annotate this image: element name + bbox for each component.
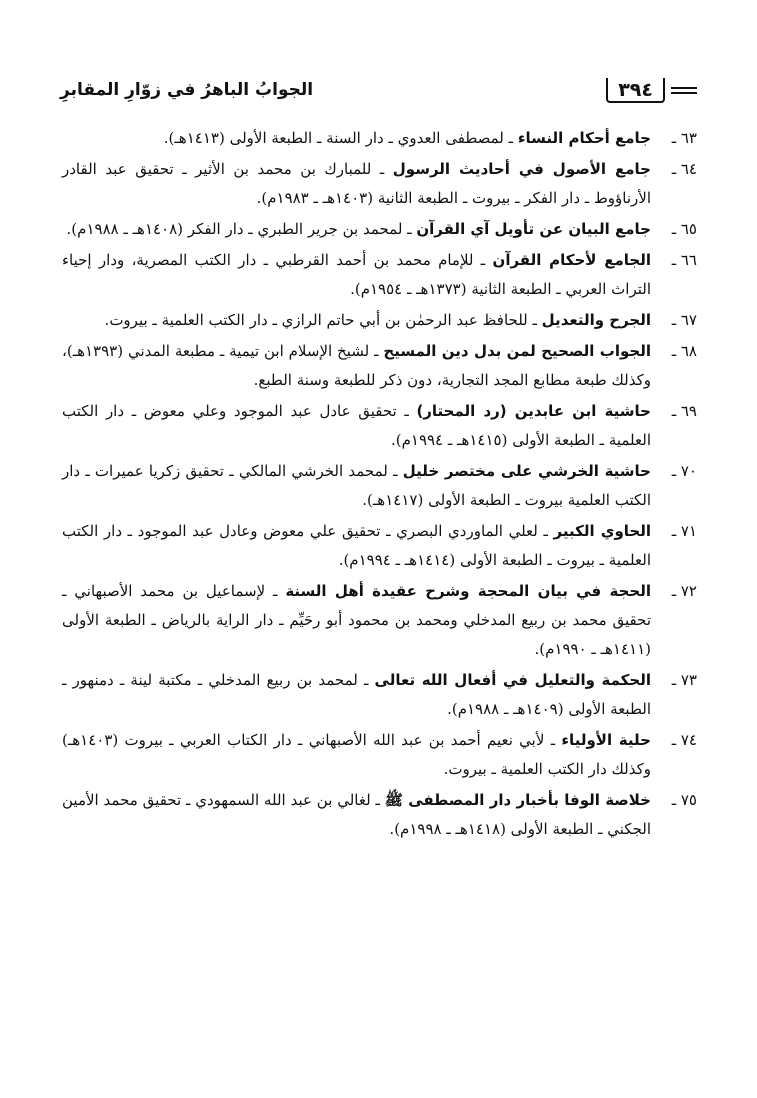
entry-title: الجرح والتعديل [541, 311, 651, 329]
entry-text [62, 306, 651, 335]
entry-details: ـ للإمام محمد بن أحمد القرطبي ـ دار الكتب المصرية، ودار إحياء التراث العربي ـ الطبعة الثانية (١٣٧٣هـ ـ ١٩٥٤م). [62, 251, 651, 298]
entry-details: ـ تحقيق عادل عبد الموجود وعلي معوض ـ دار الكتب العلمية ـ الطبعة الأولى (١٤١٥هـ ـ ١٩٩٤م). [62, 402, 651, 449]
entry-text [62, 337, 651, 395]
entry-details: ـ لشيخ الإسلام ابن تيمية ـ مطبعة المدني (١٣٩٣هـ)، وكذلك طبعة مطابع المجد التجارية، دون ذكر للطبعة وسنة الطبع. [62, 342, 651, 389]
entry-title: الحكمة والتعليل في أفعال الله تعالى [374, 671, 651, 689]
entry-details: ـ لغالي بن عبد الله السمهودي ـ تحقيق محمد الأمين الجكني ـ الطبعة الأولى (١٤١٨هـ ـ ١٩٩٨م). [62, 791, 651, 838]
entry-number: ٦٤ ـ [671, 160, 697, 178]
bibliography-entry [62, 155, 697, 213]
bibliography-list [62, 124, 697, 846]
entry-title: الحجة في بيان المحجة وشرح عقيدة أهل السنة [285, 582, 652, 600]
bibliography-entry [62, 246, 697, 304]
bibliography-entry [62, 786, 697, 844]
entry-text [62, 517, 651, 575]
entry-text [62, 124, 651, 153]
bibliography-entry [62, 215, 697, 244]
page-header [60, 70, 697, 110]
bibliography-entry [62, 517, 697, 575]
entry-text [62, 457, 651, 515]
entry-text [62, 155, 651, 213]
entry-number: ٧٢ ـ [671, 582, 697, 600]
entry-text [62, 397, 651, 455]
entry-details: ـ لإسماعيل بن محمد الأصبهاني ـ تحقيق محمد بن ربيع المدخلي ومحمد بن محمود أبو رحَيِّم ـ دار الراية بالرياض ـ الطبعة الأولى (١٤١١هـ ـ ١٩٩٠م). [62, 582, 651, 658]
entry-number: ٦٥ ـ [671, 220, 697, 238]
page-number: ٣٩٤ [606, 78, 665, 103]
entry-details: ـ لعلي الماوردي البصري ـ تحقيق علي معوض وعادل عبد الموجود ـ دار الكتب العلمية ـ بيروت ـ الطبعة الأولى (١٤١٤هـ ـ ١٩٩٤م). [62, 522, 651, 569]
entry-title: حاشية الخرشي على مختصر خليل [402, 462, 651, 480]
entry-number: ٦٣ ـ [671, 129, 697, 147]
entry-number: ٦٩ ـ [671, 402, 697, 420]
entry-number: ٧٥ ـ [671, 791, 697, 809]
entry-title: الجواب الصحيح لمن بدل دين المسيح [383, 342, 651, 360]
entry-title: الحاوي الكبير [553, 522, 651, 540]
bibliography-entry [62, 457, 697, 515]
entry-details: ـ للمبارك بن محمد بن الأثير ـ تحقيق عبد القادر الأرناؤوط ـ دار الفكر ـ بيروت ـ الطبعة الثانية (١٤٠٣هـ ـ ١٩٨٣م). [62, 160, 651, 207]
entry-text [62, 215, 651, 244]
entry-title: حاشية ابن عابدين (رد المحتار) [416, 402, 651, 420]
entry-title: خلاصة الوفا بأخبار دار المصطفى ﷺ [384, 791, 651, 809]
entry-text [62, 786, 651, 844]
entry-title: جامع الأصول في أحاديث الرسول [392, 160, 651, 178]
page-number-block [606, 78, 697, 103]
entry-number: ٦٧ ـ [671, 311, 697, 329]
entry-text [62, 726, 651, 784]
bibliography-entry [62, 337, 697, 395]
entry-text [62, 666, 651, 724]
entry-number: ٦٦ ـ [671, 251, 697, 269]
bibliography-entry [62, 306, 697, 335]
entry-number: ٧٠ ـ [671, 462, 697, 480]
entry-details: ـ لمحمد بن ربيع المدخلي ـ مكتبة لينة ـ دمنهور ـ الطبعة الأولى (١٤٠٩هـ ـ ١٩٨٨م). [62, 671, 651, 718]
entry-details: ـ لمصطفى العدوي ـ دار السنة ـ الطبعة الأولى (١٤١٣هـ). [163, 129, 518, 147]
entry-details: ـ لمحمد الخرشي المالكي ـ تحقيق زكريا عميرات ـ دار الكتب العلمية بيروت ـ الطبعة الأولى (١٤١٧هـ). [62, 462, 651, 509]
running-book-title: الجوابُ الباهرُ في زوّارِ المقابرِ [60, 80, 314, 100]
entry-number: ٧٣ ـ [671, 671, 697, 689]
bibliography-entry [62, 577, 697, 664]
entry-text [62, 577, 651, 664]
entry-details: ـ لأبي نعيم أحمد بن عبد الله الأصبهاني ـ دار الكتاب العربي ـ بيروت (١٤٠٣هـ) وكذلك دار الكتب العلمية ـ بيروت. [62, 731, 651, 778]
entry-title: الجامع لأحكام القرآن [492, 251, 652, 269]
entry-title: جامع أحكام النساء [517, 129, 651, 147]
bibliography-entry [62, 397, 697, 455]
entry-number: ٦٨ ـ [671, 342, 697, 360]
bibliography-entry [62, 726, 697, 784]
entry-title: حلية الأولياء [561, 731, 651, 749]
entry-title: جامع البيان عن تأويل آي القرآن [416, 220, 651, 238]
double-dash-ornament [671, 87, 697, 94]
entry-number: ٧١ ـ [671, 522, 697, 540]
entry-details: ـ للحافظ عبد الرحمٰن بن أبي حاتم الرازي ـ دار الكتب العلمية ـ بيروت. [104, 311, 542, 329]
bibliography-entry [62, 666, 697, 724]
entry-details: ـ لمحمد بن جرير الطبري ـ دار الفكر (١٤٠٨هـ ـ ١٩٨٨م). [66, 220, 417, 238]
entry-number: ٧٤ ـ [671, 731, 697, 749]
bibliography-entry [62, 124, 697, 153]
entry-text [62, 246, 651, 304]
